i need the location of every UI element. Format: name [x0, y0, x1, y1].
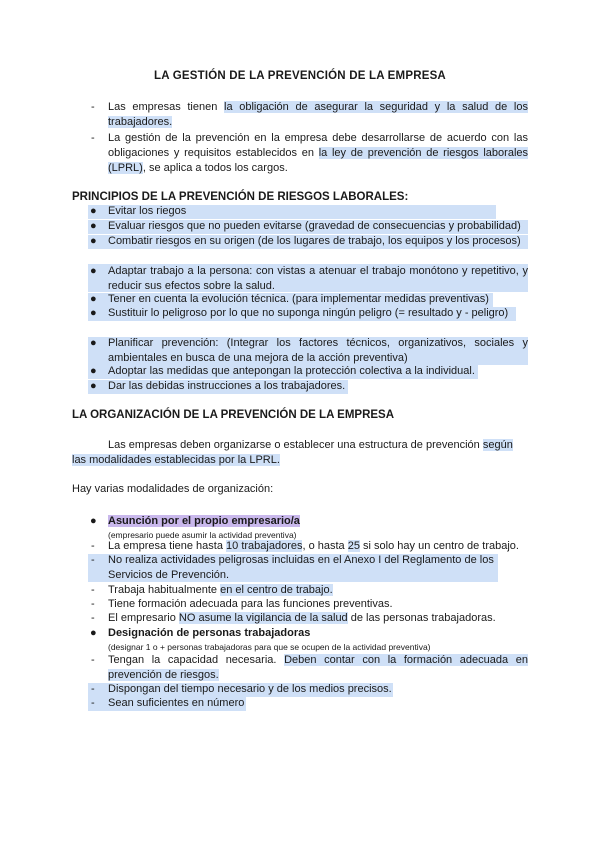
modality-item: Tengan la capacidad necesaria. Deben contar con la formación adecuada en prevención de riesgos. — [108, 654, 528, 681]
bullet: ● — [90, 307, 97, 319]
principle-item: Adoptar las medidas que antepongan la protección colectiva a la individual. — [108, 365, 475, 377]
modality-item: Dispongan del tiempo necesario y de los medios precisos. — [108, 683, 392, 695]
modality-item: Tiene formación adecuada para las funciones preventivas. — [108, 598, 393, 610]
bullet: ● — [90, 220, 97, 232]
bullet: ● — [90, 235, 97, 247]
modality-note: (designar 1 o + personas trabajadoras para que se ocupen de la actividad preventiva) — [108, 642, 431, 652]
bullet: ● — [90, 515, 97, 527]
page-title: LA GESTIÓN DE LA PREVENCIÓN DE LA EMPRESA — [154, 70, 446, 82]
bullet: ● — [90, 337, 97, 349]
modalities-intro: Hay varias modalidades de organización: — [72, 483, 274, 495]
list-marker: - — [91, 697, 95, 709]
modality-note: (empresario puede asumir la actividad preventiva) — [108, 530, 297, 540]
modality-item: Sean suficientes en número — [108, 697, 245, 709]
list-marker: - — [91, 683, 95, 695]
modality-item: El empresario NO asume la vigilancia de la salud de las personas trabajadoras. — [108, 612, 496, 624]
principles-heading: PRINCIPIOS DE LA PREVENCIÓN DE RIESGOS LABORALES: — [72, 191, 409, 203]
bullet: ● — [90, 293, 97, 305]
intro-item-obligation: Las empresas tienen la obligación de asegurar la seguridad y la salud de los trabajadores. — [108, 101, 528, 128]
modality-item: No realiza actividades peligrosas incluidas en el Anexo I del Reglamento de los Servicios de Prevención. — [108, 554, 494, 581]
bullet: ● — [90, 265, 97, 277]
list-marker: - — [91, 598, 95, 610]
modality-item: La empresa tiene hasta 10 trabajadores, o hasta 25 si solo hay un centro de trabajo. — [108, 540, 519, 552]
organization-heading: LA ORGANIZACIÓN DE LA PREVENCIÓN DE LA EMPRESA — [72, 409, 395, 421]
list-marker: - — [91, 612, 95, 624]
principle-item: Planificar prevención: (Integrar los factores técnicos, organizativos, sociales y ambientales en busca de una mejora de la acción preventiva) — [108, 337, 528, 364]
modality-title: Designación de personas trabajadoras — [108, 627, 311, 639]
list-marker: - — [91, 554, 95, 566]
bullet: ● — [90, 365, 97, 377]
list-marker: - — [91, 132, 95, 144]
bullet: ● — [90, 380, 97, 392]
list-marker: - — [91, 101, 95, 113]
principle-item: Dar las debidas instrucciones a los trabajadores. — [108, 380, 346, 392]
modality-title: Asunción por el propio empresario/a — [108, 515, 300, 527]
principle-item: Adaptar trabajo a la persona: con vistas a atenuar el trabajo monótono y repetitivo, y reducir sus efectos sobre la salud. — [108, 265, 528, 292]
intro-item-lprl: La gestión de la prevención en la empresa debe desarrollarse de acuerdo con las obligaciones y requisitos establecidos en la ley de prevención de riesgos laborales (LPRL), se aplica a todos los cargos. — [108, 132, 529, 174]
list-marker: - — [91, 584, 95, 596]
principle-item: Sustituir lo peligroso por lo que no suponga ningún peligro (= resultado y - peligro) — [108, 307, 509, 319]
principle-item: Evitar los riegos — [108, 205, 187, 217]
bullet: ● — [90, 205, 97, 217]
principle-item: Evaluar riesgos que no pueden evitarse (gravedad de consecuencias y probabilidad) — [108, 220, 521, 232]
principle-item: Combatir riesgos en su origen (de los lugares de trabajo, los equipos y los procesos) — [108, 235, 521, 247]
bullet: ● — [90, 627, 97, 639]
organization-paragraph: Las empresas deben organizarse o establecer una estructura de prevención según las modalidades establecidas por la LPRL. — [72, 439, 513, 466]
principle-item: Tener en cuenta la evolución técnica. (para implementar medidas preventivas) — [108, 293, 489, 305]
modality-item: Trabaja habitualmente en el centro de trabajo. — [108, 584, 333, 596]
list-marker: - — [91, 540, 95, 552]
list-marker: - — [91, 654, 95, 666]
